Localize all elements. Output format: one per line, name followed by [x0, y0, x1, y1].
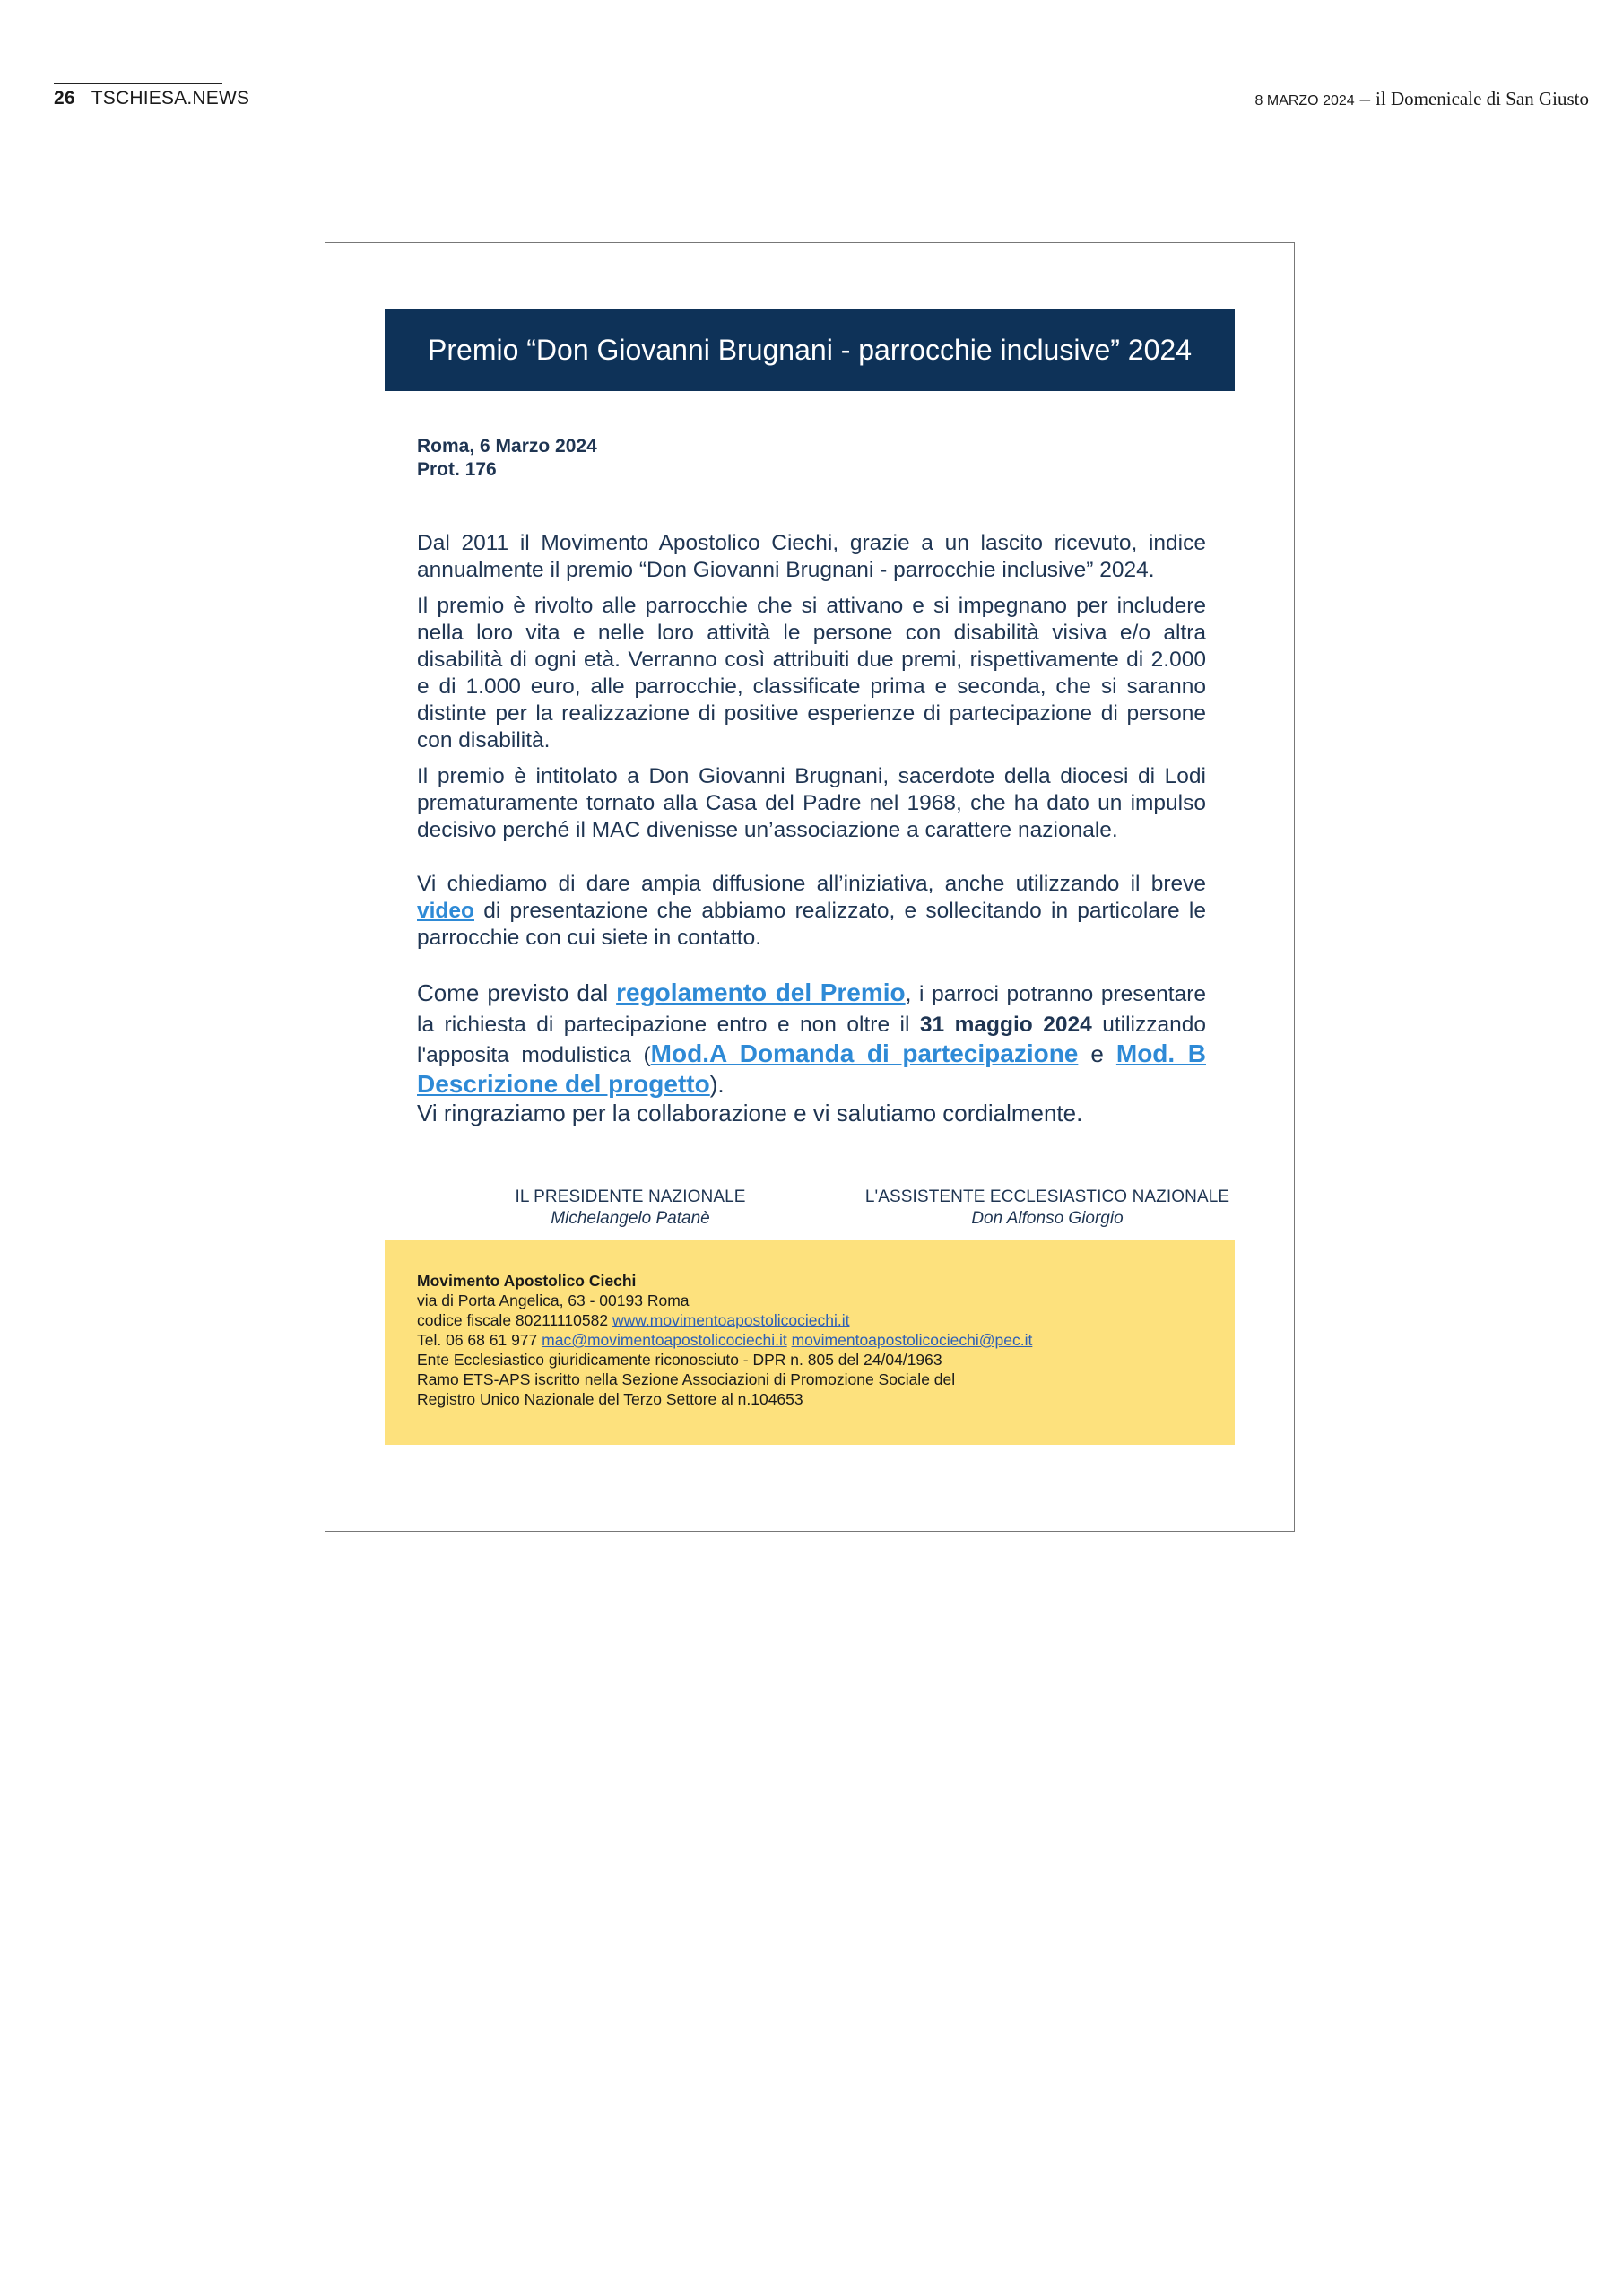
header-rule-accent — [54, 83, 222, 84]
registry-line-2: Registro Unico Nazionale del Terzo Settore al n.104653 — [417, 1390, 803, 1408]
legal-recognition: Ente Ecclesiastico giuridicamente riconosciuto - DPR n. 805 del 24/04/1963 — [417, 1351, 942, 1369]
paragraph-dedication: Il premio è intitolato a Don Giovanni Brugnani, sacerdote della diocesi di Lodi prematuramente tornato alla Casa del Padre nel 1968, che ha dato un impulso decisivo perché il MAC divenisse un’associazione a carattere nazionale. — [417, 764, 1206, 842]
text-span: Come previsto dal — [417, 979, 617, 1006]
registry-line-1: Ramo ETS-APS iscritto nella Sezione Associazioni di Promozione Sociale del — [417, 1370, 956, 1388]
announcement-frame — [325, 242, 1295, 1532]
paragraph-diffusion — [417, 871, 1206, 952]
header-left — [54, 88, 249, 109]
paragraph-award: Il premio è rivolto alle parrocchie che si attivano e si impegnano per includere nella loro vita e nelle loro attività le persone con disabilità visiva e/o altra disabilità di ogni età. Verranno così attribuiti due premi, rispettivamente di 2.000 e di 1.000 euro, alle parrocchie, classificate prima e seconda, che si saranno distinte per la realizzazione di positive esperienze di partecipazione di persone con disabilità. — [417, 594, 1206, 752]
fiscal-line — [417, 1310, 1032, 1330]
text-span: ). — [709, 1071, 725, 1098]
letter-body — [417, 435, 1206, 1127]
paragraph-rules — [417, 978, 1206, 1099]
header-dash: – — [1359, 89, 1371, 109]
deadline-date: 31 maggio 2024 — [919, 1013, 1092, 1037]
contact-details — [417, 1271, 1032, 1409]
assistant-role: L'ASSISTENTE ECCLESIASTICO NAZIONALE — [864, 1187, 1230, 1206]
address: via di Porta Angelica, 63 - 00193 Roma — [417, 1292, 690, 1309]
mod-b-link[interactable]: Mod. B Descrizione del progetto — [417, 1039, 1206, 1098]
regulation-link[interactable]: regolamento del Premio — [616, 978, 906, 1006]
email-link[interactable]: mac@movimentoapostolicociechi.it — [542, 1331, 787, 1349]
fiscal-code: codice fiscale 80211110582 — [417, 1311, 612, 1329]
contact-box — [385, 1240, 1235, 1445]
phone-number: Tel. 06 68 61 977 — [417, 1331, 542, 1349]
mod-a-link[interactable]: Mod.A Domanda di partecipazione — [650, 1039, 1079, 1067]
text-span: di presentazione che abbiamo realizzato, e sollecitando in particolare le parrocchie con cui siete in contatto. — [417, 899, 1206, 950]
site-name: TSCHIESA.NEWS — [91, 88, 250, 109]
letter-meta — [417, 435, 1206, 482]
paragraph-closing: Vi ringraziamo per la collaborazione e vi salutiamo cordialmente. — [417, 1100, 1083, 1126]
website-link[interactable]: www.movimentoapostolicociechi.it — [612, 1311, 850, 1329]
issue-date: 8 MARZO 2024 — [1254, 93, 1355, 109]
phone-line — [417, 1330, 1032, 1350]
running-header — [54, 83, 1589, 109]
pec-link[interactable]: movimentoapostolicociechi@pec.it — [791, 1331, 1033, 1349]
organization-name: Movimento Apostolico Ciechi — [417, 1272, 637, 1290]
text-span: utilizzando l'apposita modulistica ( — [417, 1013, 1206, 1067]
video-link[interactable]: video — [417, 899, 474, 923]
signature-assistant — [855, 1187, 1240, 1230]
place-date: Roma, 6 Marzo 2024 — [417, 436, 597, 457]
announcement-banner — [385, 309, 1235, 391]
text-span: , i parroci potranno presentare la richiesta di partecipazione entro e non oltre il — [417, 982, 1206, 1037]
header-right — [1255, 88, 1590, 110]
publication-name: il Domenicale di San Giusto — [1376, 88, 1589, 109]
president-role: IL PRESIDENTE NAZIONALE — [515, 1187, 746, 1206]
banner-title: Premio “Don Giovanni Brugnani - parrocchie inclusive” 2024 — [428, 333, 1192, 366]
president-name: Michelangelo Patanè — [551, 1209, 710, 1228]
text-span: Vi chiediamo di dare ampia diffusione all’iniziativa, anche utilizzando il breve — [417, 872, 1206, 896]
signature-president — [469, 1187, 792, 1230]
text-span: e — [1078, 1040, 1116, 1067]
assistant-name: Don Alfonso Giorgio — [971, 1209, 1124, 1228]
page-number: 26 — [54, 88, 75, 109]
paragraph-intro: Dal 2011 il Movimento Apostolico Ciechi, grazie a un lascito ricevuto, indice annualmente il premio “Don Giovanni Brugnani - parrocchie inclusive” 2024. — [417, 531, 1206, 582]
protocol-number: Prot. 176 — [417, 459, 497, 480]
